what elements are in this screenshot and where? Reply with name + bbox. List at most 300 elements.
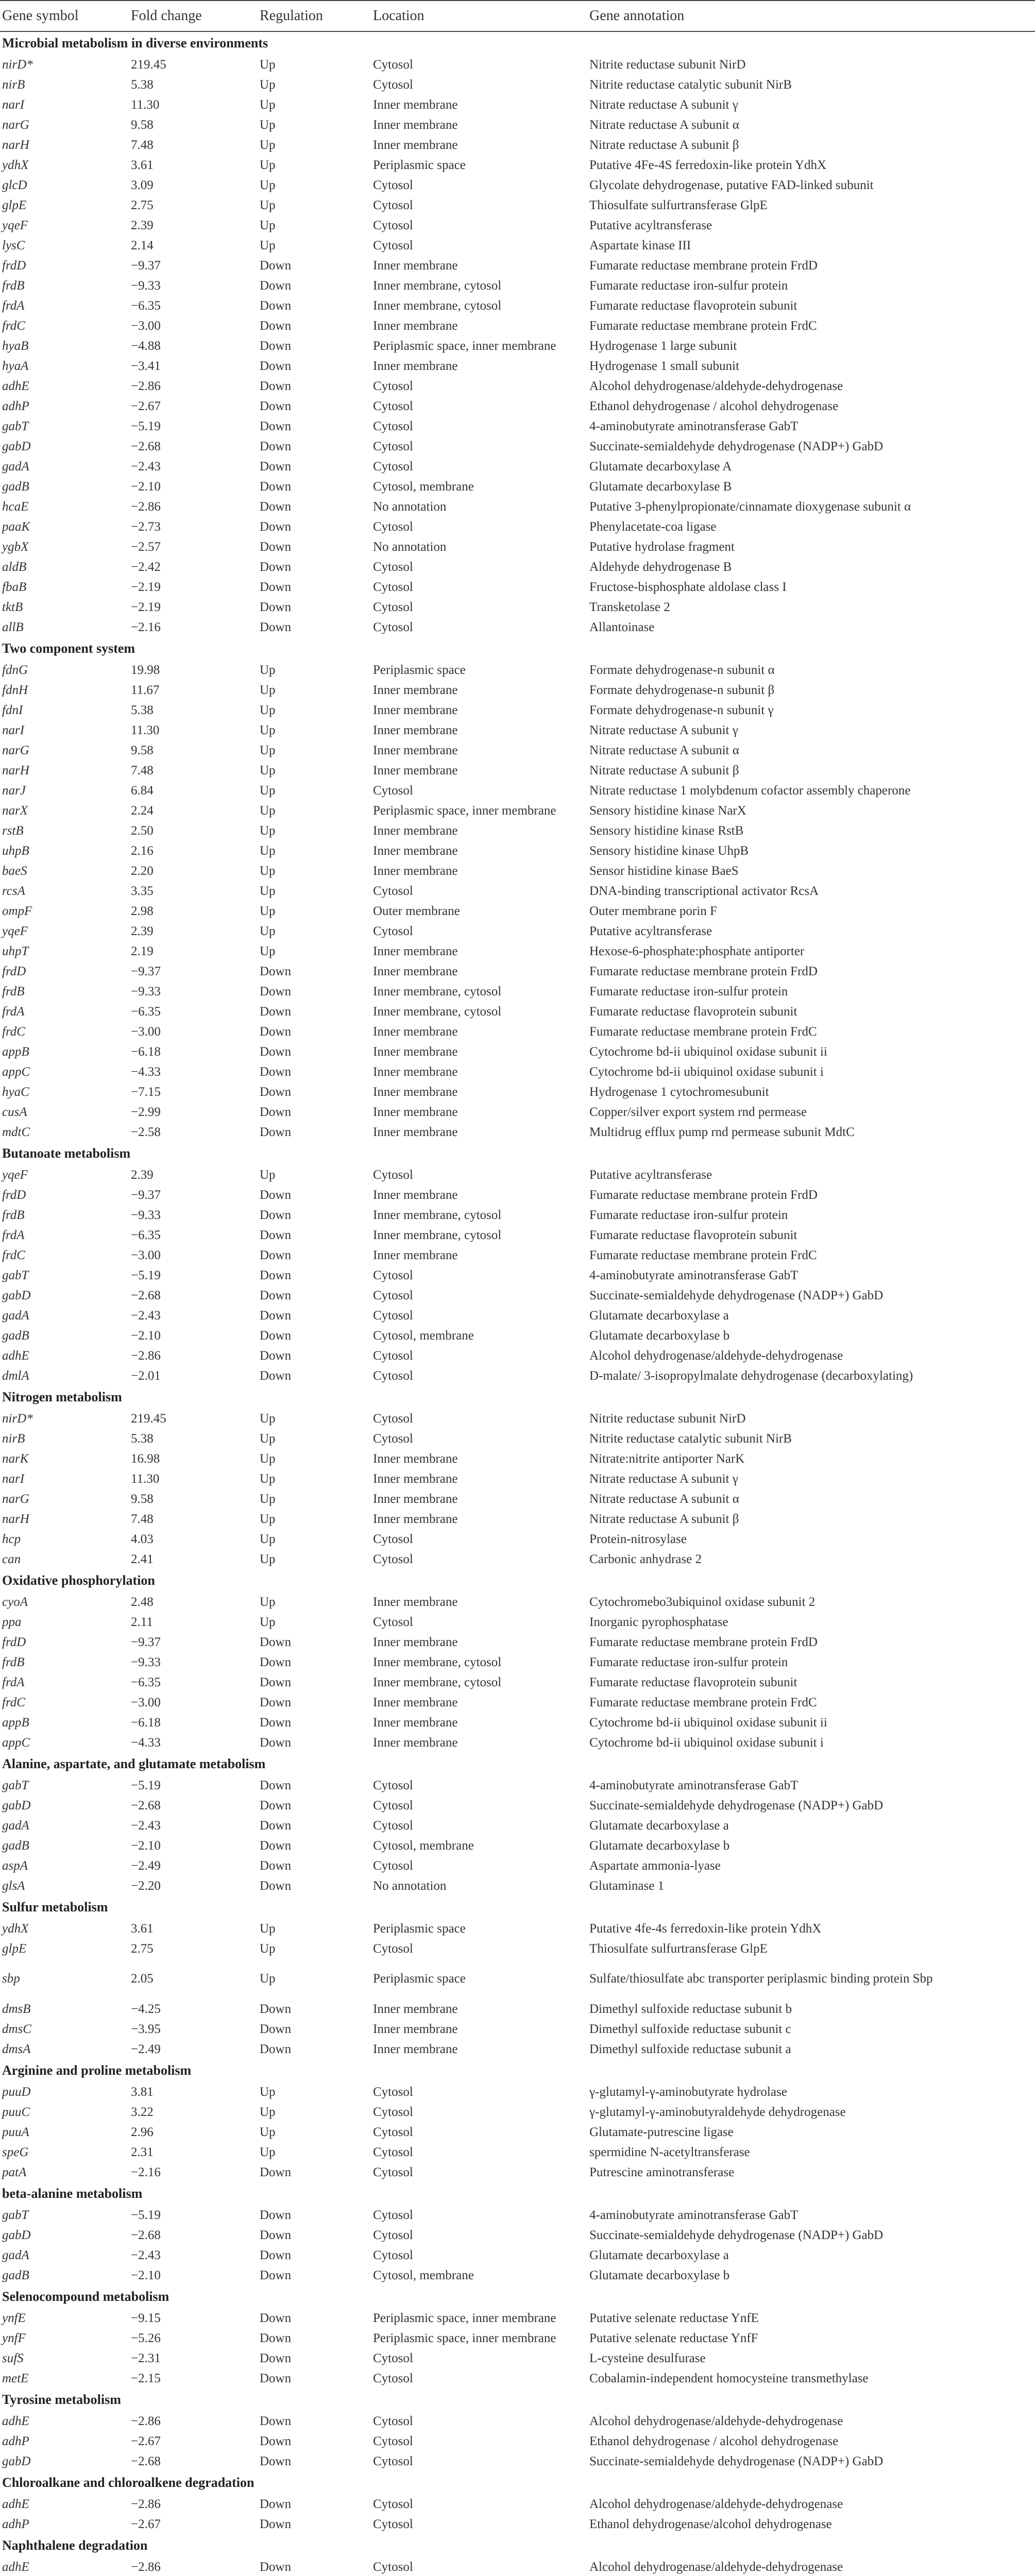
table-row <box>0 2368 1035 2388</box>
location-cell: Inner membrane <box>373 1492 458 1506</box>
gene-symbol-cell: tktB <box>2 600 23 614</box>
gene-annotation-cell: Fumarate reductase membrane protein FrdC <box>589 1696 817 1709</box>
regulation-cell: Up <box>260 158 276 172</box>
table-row <box>0 801 1035 821</box>
gene-annotation-cell: Nitrate reductase A subunit γ <box>589 723 738 737</box>
location-cell: Periplasmic space <box>373 1972 466 1986</box>
table-body <box>0 31 1035 2576</box>
location-cell: Cytosol <box>373 2105 413 2119</box>
location-cell: Inner membrane <box>373 944 458 958</box>
location-cell: Cytosol <box>373 2248 413 2262</box>
gene-annotation-cell: Nitrite reductase subunit NirD <box>589 1412 746 1426</box>
fold-change-cell: −6.35 <box>131 1005 161 1019</box>
regulation-cell: Down <box>260 1799 292 1812</box>
regulation-cell: Down <box>260 1655 292 1669</box>
gene-annotation-cell: Ethanol dehydrogenase / alcohol dehydrogenase <box>589 2434 839 2448</box>
pathway-title: Sulfur metabolism <box>2 1900 108 1914</box>
gene-symbol-cell: nirB <box>2 1432 25 1446</box>
gene-annotation-cell: Sensory histidine kinase NarX <box>589 804 746 818</box>
location-cell: Cytosol <box>373 178 413 192</box>
pathway-section-row <box>0 2059 1035 2082</box>
regulation-cell: Up <box>260 239 276 252</box>
gene-annotation-cell: D-malate/ 3-isopropylmalate dehydrogenase (decarboxylating) <box>589 1369 913 1383</box>
gene-symbol-cell: hyaC <box>2 1085 29 1099</box>
table-row <box>0 1775 1035 1795</box>
gene-symbol-cell: ynfE <box>2 2311 26 2325</box>
gene-annotation-cell: Alcohol dehydrogenase/aldehyde-dehydrogenase <box>589 2414 843 2428</box>
fold-change-cell: 2.24 <box>131 804 154 818</box>
gene-annotation-cell: Succinate-semialdehyde dehydrogenase (NADP+) GabD <box>589 1289 884 1302</box>
gene-annotation-cell: γ-glutamyl-γ-aminobutyraldehyde dehydrogenase <box>589 2105 846 2119</box>
regulation-cell: Down <box>260 1228 292 1242</box>
regulation-cell: Up <box>260 884 276 898</box>
gene-symbol-cell: narK <box>2 1452 29 1466</box>
regulation-cell: Down <box>260 1268 292 1282</box>
pathway-title: Microbial metabolism in diverse environments <box>2 36 268 50</box>
regulation-cell: Up <box>260 118 276 132</box>
gene-annotation-cell: Glutaminase 1 <box>589 1879 665 1893</box>
gene-symbol-cell: gabT <box>2 2208 29 2222</box>
regulation-cell: Down <box>260 1819 292 1833</box>
table-row <box>0 1836 1035 1856</box>
gene-symbol-cell: narI <box>2 723 25 737</box>
table-row <box>0 1816 1035 1836</box>
fold-change-cell: 7.48 <box>131 138 154 152</box>
gene-annotation-cell: Alcohol dehydrogenase/aldehyde-dehydrogenase <box>589 2560 843 2574</box>
regulation-cell: Down <box>260 1309 292 1323</box>
fold-change-cell: 5.38 <box>131 78 154 92</box>
pathway-section-row <box>0 637 1035 660</box>
gene-annotation-cell: Glutamate decarboxylase a <box>589 2248 729 2262</box>
table-row <box>0 981 1035 1002</box>
gene-annotation-cell: Sensor histidine kinase BaeS <box>589 864 739 878</box>
gene-symbol-cell: patA <box>2 2165 27 2179</box>
fold-change-cell: −2.68 <box>131 1799 161 1812</box>
fold-change-cell: 219.45 <box>131 58 166 72</box>
gene-annotation-cell: Protein-nitrosylase <box>589 1532 687 1546</box>
fold-change-cell: −2.43 <box>131 1309 161 1323</box>
fold-change-cell: −9.33 <box>131 985 161 998</box>
table-row <box>0 55 1035 75</box>
regulation-cell: Down <box>260 2351 292 2365</box>
pathway-title: Two component system <box>2 641 135 656</box>
gene-symbol-cell: appC <box>2 1065 30 1079</box>
regulation-cell: Down <box>260 2371 292 2385</box>
gene-symbol-cell: sufS <box>2 2351 24 2365</box>
regulation-cell: Up <box>260 1552 276 1566</box>
regulation-cell: Down <box>260 1635 292 1649</box>
regulation-cell: Up <box>260 1472 276 1486</box>
table-row <box>0 1612 1035 1632</box>
fold-change-cell: −4.33 <box>131 1065 161 1079</box>
table-row <box>0 1529 1035 1549</box>
pathway-section-row <box>0 31 1035 55</box>
table-row <box>0 2225 1035 2245</box>
fold-change-cell: −2.43 <box>131 460 161 473</box>
regulation-cell: Up <box>260 218 276 232</box>
table-row <box>0 1326 1035 1346</box>
location-cell: Inner membrane <box>373 864 458 878</box>
table-row <box>0 336 1035 356</box>
fold-change-cell: 3.35 <box>131 884 154 898</box>
location-cell: Cytosol <box>373 784 413 798</box>
gene-annotation-cell: Aspartate kinase III <box>589 239 691 252</box>
location-cell: Inner membrane <box>373 1512 458 1526</box>
gene-annotation-cell: Aldehyde dehydrogenase B <box>589 560 732 574</box>
gene-annotation-cell: Nitrate reductase A subunit β <box>589 138 739 152</box>
gene-annotation-cell: Inorganic pyrophosphatase <box>589 1615 728 1629</box>
pathway-title: Butanoate metabolism <box>2 1146 131 1161</box>
location-cell: Inner membrane, cytosol <box>373 299 502 313</box>
table-row <box>0 436 1035 456</box>
gene-symbol-cell: nirD* <box>2 58 33 72</box>
location-cell: No annotation <box>373 540 447 554</box>
table-row <box>0 2308 1035 2328</box>
table-row <box>0 2431 1035 2451</box>
gene-annotation-cell: Outer membrane porin F <box>589 904 717 918</box>
fold-change-cell: −2.86 <box>131 2497 161 2511</box>
location-cell: Inner membrane <box>373 359 458 373</box>
fold-change-cell: 5.38 <box>131 1432 154 1446</box>
gene-symbol-cell: ppa <box>2 1615 22 1629</box>
location-cell: Inner membrane <box>373 723 458 737</box>
regulation-cell: Down <box>260 279 292 293</box>
gene-symbol-cell: gadB <box>2 480 29 494</box>
table-row <box>0 1672 1035 1692</box>
regulation-cell: Down <box>260 620 292 634</box>
gene-annotation-cell: Thiosulfate sulfurtransferase GlpE <box>589 198 768 212</box>
gene-symbol-cell: dmlA <box>2 1369 29 1383</box>
gene-symbol-cell: adhP <box>2 399 29 413</box>
location-cell: Cytosol <box>373 2434 413 2448</box>
table-row <box>0 1489 1035 1509</box>
fold-change-cell: −2.10 <box>131 1839 161 1853</box>
regulation-cell: Down <box>260 1736 292 1750</box>
gene-annotation-cell: DNA-binding transcriptional activator RcsA <box>589 884 819 898</box>
gene-annotation-cell: Cytochrome bd-ii ubiquinol oxidase subunit ii <box>589 1716 827 1730</box>
gene-annotation-cell: Nitrite reductase catalytic subunit NirB <box>589 78 792 92</box>
location-cell: Cytosol <box>373 1552 413 1566</box>
location-cell: Cytosol <box>373 218 413 232</box>
fold-change-cell: 3.09 <box>131 178 154 192</box>
gene-symbol-cell: hyaA <box>2 359 29 373</box>
regulation-cell: Down <box>260 500 292 514</box>
gene-symbol-cell: nirD* <box>2 1412 33 1426</box>
gene-symbol-cell: uhpB <box>2 844 29 858</box>
fold-change-cell: −2.68 <box>131 439 161 453</box>
gene-symbol-cell: narH <box>2 138 29 152</box>
gene-symbol-cell: adhP <box>2 2434 29 2448</box>
regulation-cell: Up <box>260 683 276 697</box>
fold-change-cell: −2.49 <box>131 2042 161 2056</box>
fold-change-cell: 7.48 <box>131 1512 154 1526</box>
gene-symbol-cell: frdC <box>2 319 25 333</box>
gene-annotation-cell: Alcohol dehydrogenase/aldehyde-dehydrogenase <box>589 379 843 393</box>
gene-symbol-cell: rstB <box>2 824 24 838</box>
regulation-cell: Down <box>260 299 292 313</box>
regulation-cell: Up <box>260 78 276 92</box>
fold-change-cell: 4.03 <box>131 1532 154 1546</box>
fold-change-cell: −4.33 <box>131 1736 161 1750</box>
gene-annotation-cell: Fumarate reductase iron-sulfur protein <box>589 1655 788 1669</box>
fold-change-cell: −5.19 <box>131 419 161 433</box>
table-row <box>0 276 1035 296</box>
pathway-section-row <box>0 2285 1035 2308</box>
gene-symbol-cell: fdnI <box>2 703 23 717</box>
gene-symbol-cell: speG <box>2 2145 29 2159</box>
gene-annotation-cell: Glutamate decarboxylase a <box>589 1819 729 1833</box>
regulation-cell: Up <box>260 663 276 677</box>
table-row <box>0 1939 1035 1959</box>
table-row <box>0 680 1035 700</box>
location-cell: Cytosol <box>373 1369 413 1383</box>
regulation-cell: Down <box>260 2002 292 2016</box>
regulation-cell: Down <box>260 1675 292 1689</box>
gene-symbol-cell: ygbX <box>2 540 29 554</box>
location-cell: Cytosol <box>373 2228 413 2242</box>
fold-change-cell: −6.35 <box>131 1228 161 1242</box>
fold-change-cell: −2.15 <box>131 2371 161 2385</box>
location-cell: Cytosol <box>373 1349 413 1363</box>
gene-symbol-cell: adhP <box>2 2517 29 2531</box>
location-cell: Inner membrane, cytosol <box>373 1228 502 1242</box>
table-row <box>0 921 1035 941</box>
regulation-cell: Up <box>260 924 276 938</box>
fold-change-cell: 2.98 <box>131 904 154 918</box>
gene-symbol-cell: cyoA <box>2 1595 28 1609</box>
gene-annotation-cell: Fumarate reductase flavoprotein subunit <box>589 299 798 313</box>
table-row <box>0 256 1035 276</box>
regulation-cell: Down <box>260 259 292 273</box>
fold-change-cell: 19.98 <box>131 663 160 677</box>
regulation-cell: Down <box>260 379 292 393</box>
location-cell: Cytosol <box>373 924 413 938</box>
fold-change-cell: −3.41 <box>131 359 161 373</box>
fold-change-cell: −9.37 <box>131 259 161 273</box>
gene-annotation-cell: Glutamate decarboxylase b <box>589 1839 730 1853</box>
location-cell: Cytosol <box>373 620 413 634</box>
pathway-title: Naphthalene degradation <box>2 2538 148 2553</box>
regulation-cell: Down <box>260 2042 292 2056</box>
location-cell: Inner membrane <box>373 138 458 152</box>
table-row <box>0 2205 1035 2225</box>
fold-change-cell: −2.43 <box>131 1819 161 1833</box>
regulation-cell: Up <box>260 904 276 918</box>
table-row <box>0 700 1035 720</box>
location-cell: Cytosol <box>373 1819 413 1833</box>
table-row <box>0 296 1035 316</box>
pathway-title: Oxidative phosphorylation <box>2 1573 155 1588</box>
regulation-cell: Down <box>260 2454 292 2468</box>
table-row <box>0 1592 1035 1612</box>
location-cell: Cytosol <box>373 1289 413 1302</box>
gene-symbol-cell: gabT <box>2 419 29 433</box>
regulation-cell: Up <box>260 1512 276 1526</box>
gene-symbol-cell: ynfF <box>2 2331 26 2345</box>
pathway-section-row <box>0 1569 1035 1592</box>
fold-change-cell: −5.19 <box>131 1268 161 1282</box>
gene-annotation-cell: Hydrogenase 1 cytochromesubunit <box>589 1085 769 1099</box>
gene-annotation-cell: Nitrate reductase A subunit γ <box>589 1472 738 1486</box>
table-row <box>0 1713 1035 1733</box>
gene-symbol-cell: ompF <box>2 904 32 918</box>
regulation-cell: Up <box>260 743 276 757</box>
table-row <box>0 901 1035 921</box>
fold-change-cell: −3.00 <box>131 1248 161 1262</box>
gene-annotation-cell: Nitrate reductase A subunit β <box>589 764 739 777</box>
table-row <box>0 821 1035 841</box>
location-cell: Inner membrane <box>373 743 458 757</box>
table-row <box>0 2082 1035 2102</box>
location-cell: Cytosol <box>373 399 413 413</box>
location-cell: No annotation <box>373 1879 447 1893</box>
gene-symbol-cell: narI <box>2 98 25 112</box>
location-cell: Cytosol <box>373 2454 413 2468</box>
pathway-section-row <box>0 2388 1035 2411</box>
location-cell: Cytosol <box>373 1168 413 1182</box>
regulation-cell: Down <box>260 1125 292 1139</box>
regulation-cell: Down <box>260 2268 292 2282</box>
fold-change-cell: −9.33 <box>131 1655 161 1669</box>
header-regulation: Regulation <box>258 1 371 31</box>
location-cell: Cytosol <box>373 198 413 212</box>
table-row <box>0 1856 1035 1876</box>
table-row <box>0 95 1035 115</box>
table-row <box>0 477 1035 497</box>
gene-symbol-cell: glpE <box>2 1942 27 1956</box>
regulation-cell: Down <box>260 2414 292 2428</box>
location-cell: Inner membrane <box>373 1025 458 1039</box>
table-row <box>0 597 1035 617</box>
fold-change-cell: −2.67 <box>131 2434 161 2448</box>
table-row <box>0 861 1035 881</box>
gene-annotation-cell: Formate dehydrogenase-n subunit β <box>589 683 775 697</box>
gene-symbol-cell: gadA <box>2 1819 29 1833</box>
gene-symbol-cell: dmsA <box>2 2042 31 2056</box>
table-row <box>0 2411 1035 2431</box>
fold-change-cell: −2.86 <box>131 2560 161 2574</box>
gene-symbol-cell: cusA <box>2 1105 27 1119</box>
table-header <box>0 1 1035 31</box>
gene-annotation-cell: Fumarate reductase membrane protein FrdC <box>589 1025 817 1039</box>
table-row <box>0 961 1035 981</box>
fold-change-cell: −9.37 <box>131 964 161 978</box>
location-cell: Inner membrane, cytosol <box>373 1655 502 1669</box>
fold-change-cell: 2.75 <box>131 198 154 212</box>
gene-annotation-cell: Cytochrome bd-ii ubiquinol oxidase subunit ii <box>589 1045 827 1059</box>
fold-change-cell: 9.58 <box>131 1492 154 1506</box>
location-cell: Cytosol <box>373 560 413 574</box>
location-cell: Cytosol <box>373 1942 413 1956</box>
gene-symbol-cell: yqeF <box>2 1168 28 1182</box>
gene-symbol-cell: narJ <box>2 784 26 798</box>
gene-annotation-cell: Succinate-semialdehyde dehydrogenase (NADP+) GabD <box>589 2228 884 2242</box>
location-cell: Inner membrane <box>373 764 458 777</box>
table-row <box>0 2142 1035 2162</box>
fold-change-cell: −2.10 <box>131 2268 161 2282</box>
gene-symbol-cell: narI <box>2 1472 25 1486</box>
table-row <box>0 881 1035 901</box>
regulation-cell: Down <box>260 1349 292 1363</box>
gene-symbol-cell: uhpT <box>2 944 29 958</box>
table-row <box>0 497 1035 517</box>
gene-symbol-cell: glcD <box>2 178 27 192</box>
table-row <box>0 155 1035 175</box>
header-location: Location <box>371 1 587 31</box>
gene-symbol-cell: glpE <box>2 198 27 212</box>
gene-symbol-cell: gadB <box>2 1839 29 1853</box>
gene-annotation-cell: Dimethyl sulfoxide reductase subunit a <box>589 2042 791 2056</box>
fold-change-cell: 11.30 <box>131 98 160 112</box>
table-row <box>0 1346 1035 1366</box>
location-cell: Inner membrane <box>373 964 458 978</box>
gene-symbol-cell: puuD <box>2 2085 31 2099</box>
regulation-cell: Down <box>260 319 292 333</box>
regulation-cell: Up <box>260 723 276 737</box>
fold-change-cell: −2.86 <box>131 379 161 393</box>
table-row <box>0 2328 1035 2348</box>
gene-symbol-cell: adhE <box>2 2497 29 2511</box>
table-row <box>0 316 1035 336</box>
gene-annotation-cell: Nitrate:nitrite antiporter NarK <box>589 1452 745 1466</box>
gene-annotation-cell: Putative 4fe-4s ferredoxin-like protein YdhX <box>589 1922 822 1936</box>
gene-symbol-cell: hcaE <box>2 500 29 514</box>
table-row <box>0 2265 1035 2285</box>
gene-symbol-cell: fbaB <box>2 580 27 594</box>
pathway-title: Alanine, aspartate, and glutamate metabolism <box>2 1756 266 1771</box>
gene-annotation-cell: Carbonic anhydrase 2 <box>589 1552 702 1566</box>
table-row <box>0 2122 1035 2142</box>
gene-symbol-cell: frdA <box>2 1228 25 1242</box>
fold-change-cell: −2.43 <box>131 2248 161 2262</box>
regulation-cell: Down <box>260 600 292 614</box>
location-cell: Cytosol <box>373 2125 413 2139</box>
table-row <box>0 2245 1035 2265</box>
location-cell: Inner membrane <box>373 259 458 273</box>
fold-change-cell: 3.22 <box>131 2105 154 2119</box>
gene-annotation-cell: Sensory histidine kinase UhpB <box>589 844 749 858</box>
gene-symbol-cell: yqeF <box>2 218 28 232</box>
fold-change-cell: 9.58 <box>131 743 154 757</box>
gene-annotation-cell: Nitrate reductase A subunit α <box>589 1492 739 1506</box>
regulation-cell: Up <box>260 1922 276 1936</box>
regulation-cell: Down <box>260 1778 292 1792</box>
gene-symbol-cell: metE <box>2 2371 29 2385</box>
gene-annotation-cell: Putative 4Fe-4S ferredoxin-like protein YdhX <box>589 158 827 172</box>
gene-annotation-cell: Fumarate reductase membrane protein FrdD <box>589 1635 818 1649</box>
gene-symbol-cell: gadB <box>2 2268 29 2282</box>
gene-annotation-cell: Succinate-semialdehyde dehydrogenase (NADP+) GabD <box>589 439 884 453</box>
regulation-cell: Up <box>260 1412 276 1426</box>
table-row <box>0 175 1035 195</box>
fold-change-cell: −2.73 <box>131 520 161 534</box>
table-row <box>0 1366 1035 1386</box>
table-row <box>0 1692 1035 1713</box>
regulation-cell: Down <box>260 985 292 998</box>
table-row <box>0 1122 1035 1142</box>
gene-symbol-cell: gabD <box>2 2454 31 2468</box>
regulation-cell: Up <box>260 198 276 212</box>
table-row <box>0 2019 1035 2039</box>
location-cell: Cytosol <box>373 520 413 534</box>
location-cell: Periplasmic space, inner membrane <box>373 2331 556 2345</box>
gene-annotation-cell: Putative acyltransferase <box>589 218 712 232</box>
location-cell: Cytosol <box>373 600 413 614</box>
gene-annotation-cell: Aspartate ammonia-lyase <box>589 1859 721 1873</box>
gene-symbol-cell: frdA <box>2 299 25 313</box>
gene-symbol-cell: narG <box>2 743 29 757</box>
table-row <box>0 1205 1035 1225</box>
